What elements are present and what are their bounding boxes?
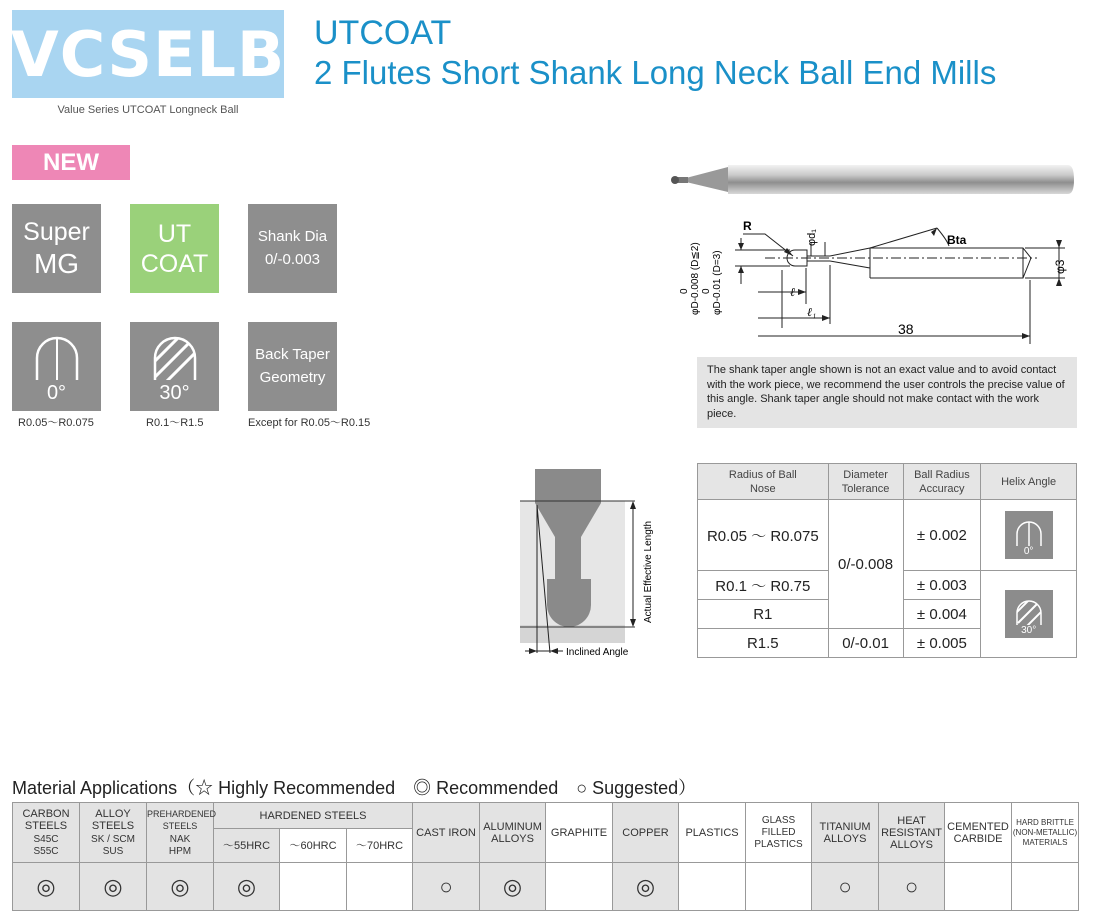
material-applications-title: Material Applications（☆ Highly Recommended ◎ Recommended ○ Suggested） xyxy=(12,778,697,798)
super-mg-icon xyxy=(12,204,101,293)
mark-copper: ◎ xyxy=(613,863,679,911)
back-taper-line1: Back Taper xyxy=(255,346,330,363)
tolerance-zero-b: 0 xyxy=(701,288,712,294)
header-hard-brittle: HARD BRITTLE (NON-METALLIC) MATERIALS xyxy=(1012,803,1079,863)
ut-coat-icon xyxy=(130,204,219,293)
back-taper-icon xyxy=(248,322,337,411)
mark-glass-filled-plastics xyxy=(746,863,812,911)
mark-heat-resistant-alloys: ○ xyxy=(879,863,945,911)
spec-table xyxy=(697,463,1077,658)
tip-30-degree-icon xyxy=(130,322,219,411)
back-taper-caption: Except for R0.05～R0.15 xyxy=(248,417,371,429)
header-titanium-alloys: TITANIUM ALLOYS xyxy=(812,803,879,863)
row-accuracy: ± 0.002 xyxy=(903,500,981,571)
row-radius: R0.1 ～ R0.75 xyxy=(698,571,829,600)
shank-dia-label: φ3 xyxy=(1053,259,1067,274)
helix-0-icon xyxy=(1005,511,1053,559)
back-taper-line2: Geometry xyxy=(259,368,326,386)
diameter-tolerance-a: φD-0.008 (D≦2) xyxy=(690,242,701,315)
header-helix: Helix Angle xyxy=(981,464,1077,500)
helix-0-label: 0° xyxy=(1023,546,1034,557)
ut-coat-line2: COAT xyxy=(140,249,209,278)
mark-70hrc xyxy=(347,863,413,911)
mark-60hrc xyxy=(280,863,347,911)
tip-0-angle: 0° xyxy=(46,382,67,404)
header-carbon-steels: CARBON STEELS S45C S55C xyxy=(13,803,80,863)
end-mill-photo xyxy=(668,160,1078,200)
header-aluminum-alloys: ALUMINUM ALLOYS xyxy=(480,803,546,863)
bta-label: Bta xyxy=(947,233,967,247)
taper-angle-note: The shank taper angle shown is not an exact value and to avoid contact with the work piece, we recommend the user controls the precise value of this angle. Shank taper angle should not make contact with the work piece. xyxy=(697,357,1077,428)
helix-30-icon xyxy=(1005,590,1053,638)
header-accuracy: Ball Radius Accuracy xyxy=(903,464,981,500)
diameter-tolerance-b: φD-0.01 (D=3) xyxy=(712,250,723,315)
row-accuracy: ± 0.003 xyxy=(903,571,981,600)
header-radius: Radius of Ball Nose xyxy=(698,464,829,500)
header-cemented-carbide: CEMENTED CARBIDE xyxy=(945,803,1012,863)
mark-alloy-steels: ◎ xyxy=(80,863,147,911)
logo-subtitle: Value Series UTCOAT Longneck Ball xyxy=(57,104,239,116)
header-copper: COPPER xyxy=(613,803,679,863)
mark-titanium-alloys: ○ xyxy=(812,863,879,911)
effective-length-label: Actual Effective Length xyxy=(643,520,654,623)
header-tolerance: Diameter Tolerance xyxy=(828,464,903,500)
header-alloy-steels: ALLOY STEELS SK / SCM SUS xyxy=(80,803,147,863)
header-graphite: GRAPHITE xyxy=(546,803,613,863)
inclined-angle-label: Inclined Angle xyxy=(566,647,629,658)
header-70hrc: ～70HRC xyxy=(347,829,413,863)
row-radius: R1.5 xyxy=(698,629,829,658)
material-applications-table xyxy=(12,802,1079,911)
ball-tip-30-icon xyxy=(150,336,200,382)
logo-text: VCSELB xyxy=(10,17,286,91)
new-badge: NEW xyxy=(12,145,130,180)
product-title: 2 Flutes Short Shank Long Neck Ball End Mills xyxy=(314,54,997,91)
tip-30-angle: 30° xyxy=(159,382,190,404)
helix-cell-30 xyxy=(981,571,1077,658)
helix-30-label: 30° xyxy=(1021,625,1037,636)
mark-cemented-carbide xyxy=(945,863,1012,911)
tip-0-caption: R0.05～R0.075 xyxy=(18,417,94,429)
dimension-drawing xyxy=(665,210,1085,345)
tip-30-caption: R0.1～R1.5 xyxy=(146,417,204,429)
super-mg-line2: MG xyxy=(33,247,80,279)
tolerance-cell: 0/-0.008 xyxy=(828,500,903,629)
header-heat-resistant-alloys: HEAT RESISTANT ALLOYS xyxy=(879,803,945,863)
mark-carbon-steels: ◎ xyxy=(13,863,80,911)
product-brand: UTCOAT xyxy=(314,14,452,52)
header-glass-filled-plastics: GLASS FILLED PLASTICS xyxy=(746,803,812,863)
row-accuracy: ± 0.005 xyxy=(903,629,981,658)
neck-length-label: ℓ₁ xyxy=(807,305,817,319)
tip-0-degree-icon xyxy=(12,322,101,411)
tolerance-zero-a: 0 xyxy=(679,288,690,294)
header-cast-iron: CAST IRON xyxy=(413,803,480,863)
ball-tip-0-icon xyxy=(32,336,82,382)
row-accuracy: ± 0.004 xyxy=(903,600,981,629)
shank-dia-icon xyxy=(248,204,337,293)
radius-label: R xyxy=(743,219,752,233)
inclined-angle-diagram xyxy=(515,465,665,665)
neck-dia-label: φd₁ xyxy=(806,229,818,246)
shank-dia-line1: Shank Dia xyxy=(257,228,328,245)
shank-dia-line2: 0/-0.003 xyxy=(264,250,321,268)
mark-cast-iron: ○ xyxy=(413,863,480,911)
mark-55hrc: ◎ xyxy=(214,863,280,911)
helix-cell-0 xyxy=(981,500,1077,571)
flute-length-label: ℓ xyxy=(790,285,795,299)
overall-length-label: 38 xyxy=(898,321,914,337)
row-radius: R0.05 ～ R0.075 xyxy=(698,500,829,571)
header-plastics: PLASTICS xyxy=(679,803,746,863)
ut-coat-line1: UT xyxy=(157,219,192,248)
mark-aluminum-alloys: ◎ xyxy=(480,863,546,911)
header-55hrc: ～55HRC xyxy=(214,829,280,863)
series-logo xyxy=(12,10,284,98)
row-radius: R1 xyxy=(698,600,829,629)
header-hardened-steels: HARDENED STEELS xyxy=(214,803,413,829)
mark-plastics xyxy=(679,863,746,911)
mark-prehardened-steels: ◎ xyxy=(147,863,214,911)
header-60hrc: ～60HRC xyxy=(280,829,347,863)
tolerance-cell-2: 0/-0.01 xyxy=(828,629,903,658)
header-prehardened-steels: PREHARDENED STEELS NAK HPM xyxy=(147,803,214,863)
super-mg-line1: Super xyxy=(23,217,90,246)
mark-hard-brittle xyxy=(1012,863,1079,911)
mark-graphite xyxy=(546,863,613,911)
